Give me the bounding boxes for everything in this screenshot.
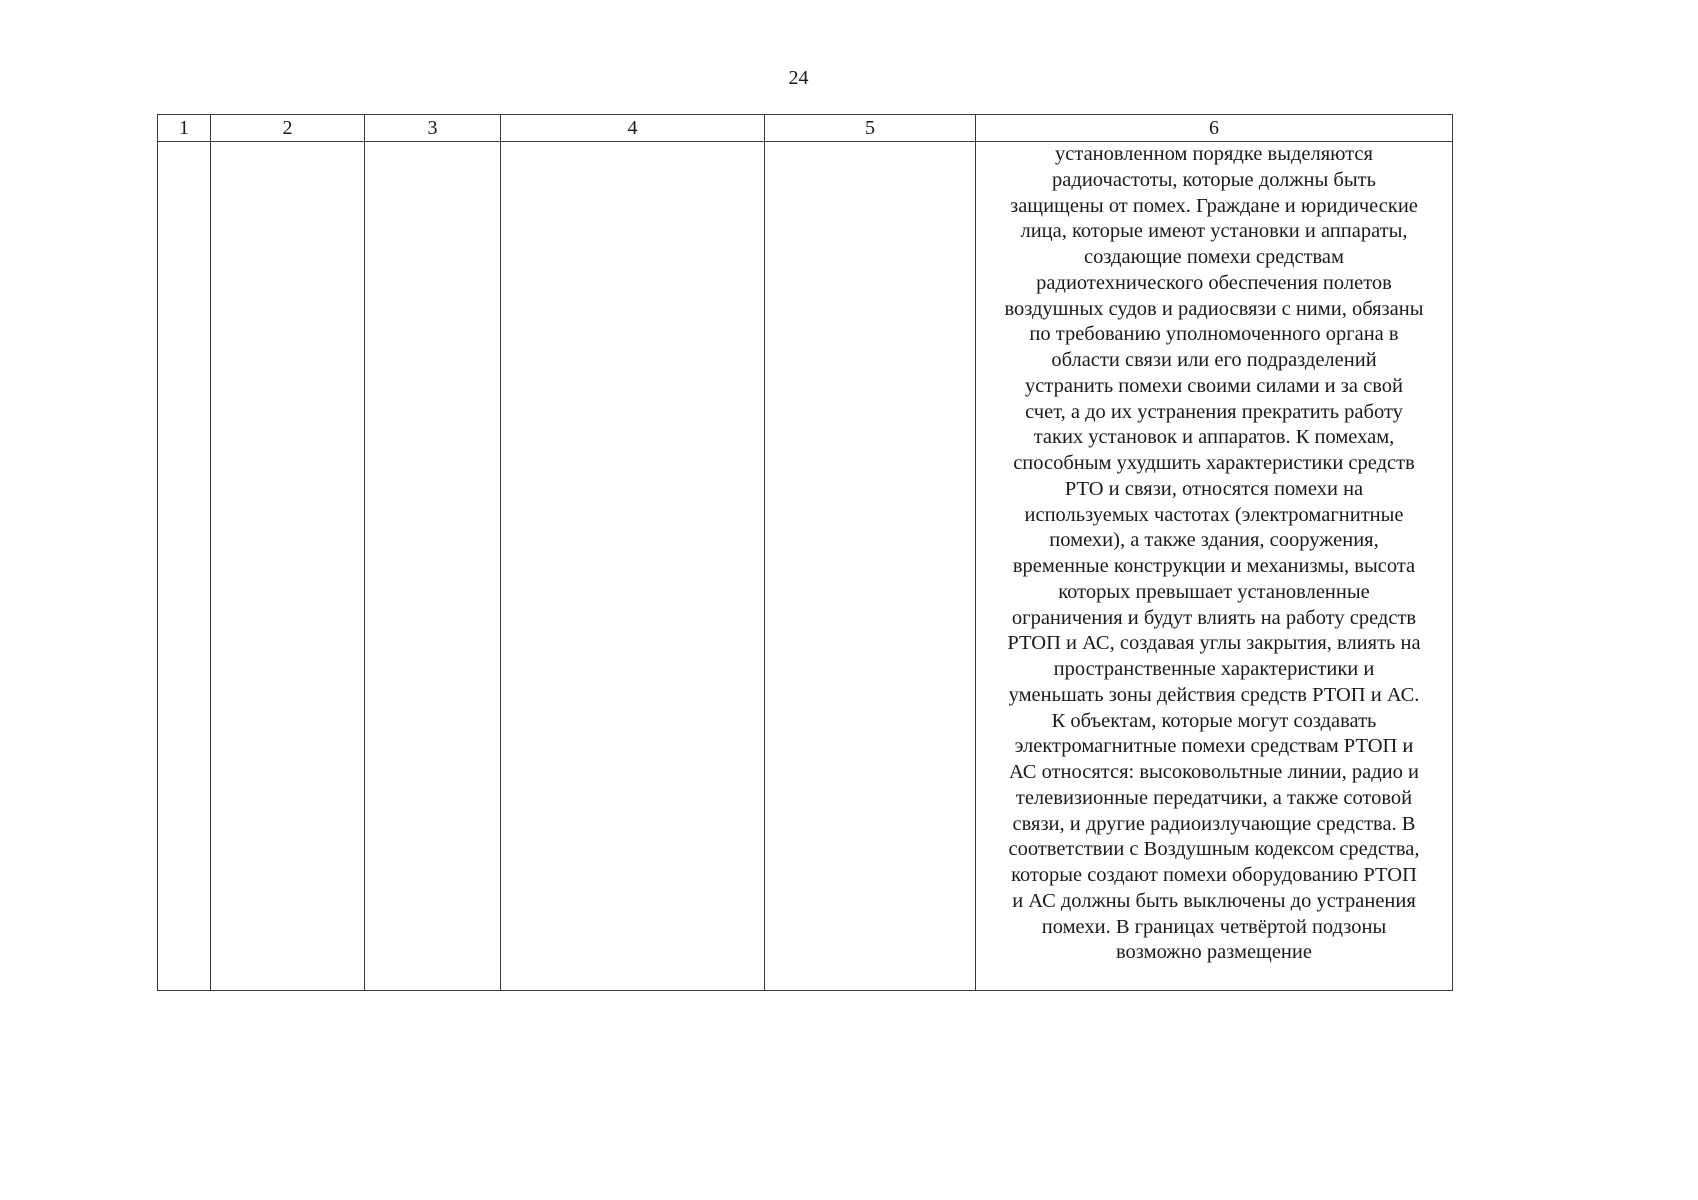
- text-line: связи, и другие радиоизлучающие средства. В: [1012, 812, 1416, 835]
- text-line: счет, а до их устранения прекратить работу: [1025, 400, 1403, 423]
- text-line: ограничения и будут влиять на работу средств: [1011, 606, 1417, 629]
- text-line: помехи. В границах четвёртой подзоны: [1041, 915, 1387, 938]
- text-line: воздушных судов и радиосвязи с ними, обязаны: [1004, 297, 1424, 320]
- table-cell-col6: [976, 142, 1453, 991]
- text-line: лица, которые имеют установки и аппараты,: [1020, 220, 1408, 243]
- table-cell-col3: [365, 142, 501, 991]
- column-header-3: 3: [365, 115, 501, 142]
- text-line: помехи), а также здания, сооружения,: [1049, 529, 1379, 552]
- text-line: АС относятся: высоковольтные линии, радио и: [1008, 761, 1419, 783]
- page-number: 24: [788, 67, 809, 89]
- text-line: телевизионные передатчики, а также сотовой: [1015, 786, 1413, 809]
- text-line: таких установок и аппаратов. К помехам,: [1033, 426, 1395, 449]
- text-line: пространственные характеристики и: [1053, 658, 1375, 680]
- table-row: [158, 142, 1453, 991]
- column-header-5: 5: [765, 115, 976, 142]
- table-cell-col5: [765, 142, 976, 991]
- table-cell-col2: [211, 142, 365, 991]
- text-line: области связи или его подразделений: [1051, 349, 1377, 371]
- text-line: устранить помехи своими силами и за свой: [1025, 374, 1403, 397]
- text-line: по требованию уполномоченного органа в: [1029, 323, 1399, 346]
- text-line: создающие помехи средствам: [1083, 246, 1345, 268]
- text-line: соответствии с Воздушным кодексом средства,: [1008, 838, 1420, 861]
- text-line: временные конструкции и механизмы, высота: [1012, 555, 1416, 577]
- text-line: РТОП и АС, создавая углы закрытия, влиять на: [1007, 632, 1421, 655]
- text-line: которые создают помехи оборудованию РТОП: [1011, 864, 1417, 886]
- text-line: возможно размещение: [1116, 941, 1312, 964]
- text-line: радиочастоты, которые должны быть: [1052, 168, 1376, 191]
- text-line: защищены от помех. Граждане и юридические: [1010, 194, 1418, 217]
- text-line: К объектам, которые могут создавать: [1051, 709, 1377, 732]
- text-line: радиотехнического обеспечения полетов: [1036, 271, 1392, 294]
- text-line: уменьшать зоны действия средств РТОП и АС.: [1008, 683, 1420, 706]
- text-line: электромагнитные помехи средствам РТОП и: [1014, 735, 1414, 758]
- text-line: используемых частотах (электромагнитные: [1024, 503, 1404, 526]
- table-cell-col4: [501, 142, 765, 991]
- text-line: и АС должны быть выключены до устранения: [1012, 889, 1416, 912]
- text-line: установленном порядке выделяются: [1055, 143, 1373, 165]
- column-header-2: 2: [211, 115, 365, 142]
- column-header-1: 1: [158, 115, 211, 142]
- table-cell-col1: [158, 142, 211, 991]
- text-line: способным ухудшить характеристики средств: [1013, 452, 1415, 474]
- document-table: [157, 114, 1453, 991]
- text-line: РТО и связи, относятся помехи на: [1064, 477, 1364, 500]
- column-header-6: 6: [976, 115, 1453, 142]
- column-header-4: 4: [501, 115, 765, 142]
- text-line: которых превышает установленные: [1058, 580, 1370, 603]
- table-header-row: [158, 115, 1453, 142]
